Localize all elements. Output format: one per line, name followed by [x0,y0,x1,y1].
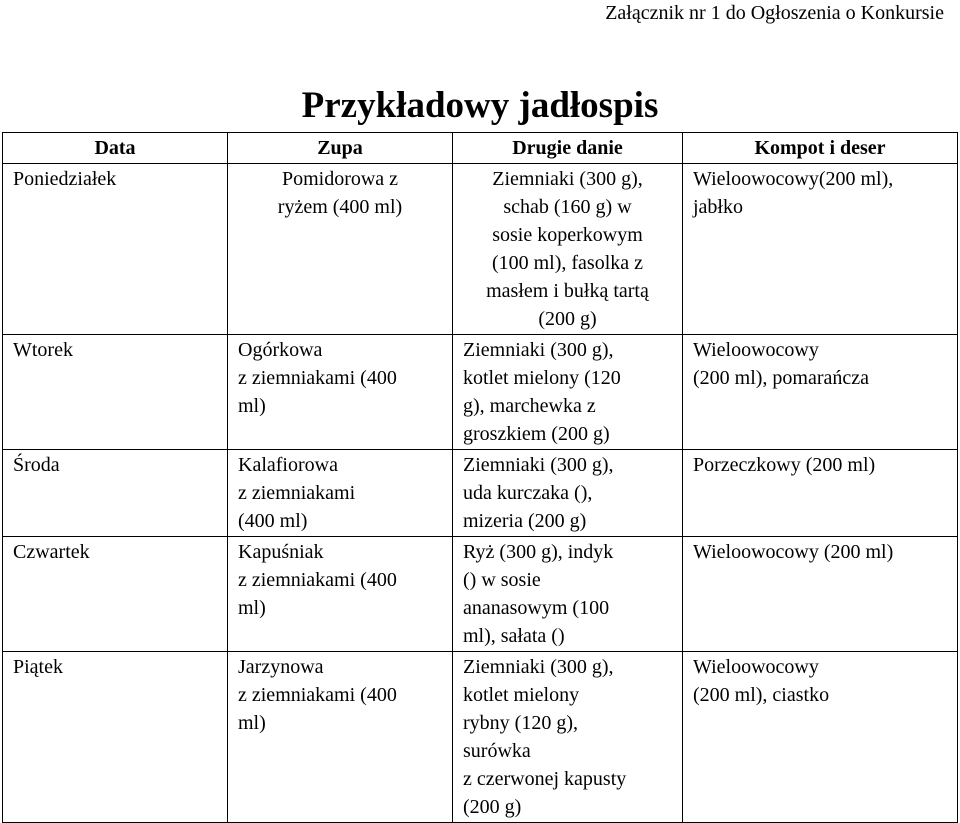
cell-line: Ziemniaki (300 g), [463,656,614,678]
cell-line: kotlet mielony [463,684,580,706]
attachment-note: Załącznik nr 1 do Ogłoszenia o Konkursie [605,2,944,24]
cell-line: uda kurczaka (), [463,482,593,504]
main-course-cell [453,537,683,652]
column-header-date: Data [3,133,228,164]
cell-line: (200 g) [538,308,597,330]
day-cell: Piątek [3,652,228,823]
cell-line: Ziemniaki (300 g), [463,339,614,361]
dessert-cell [683,164,958,335]
cell-line: surówka [463,740,531,762]
cell-line: (200 ml), pomarańcza [693,367,870,389]
cell-line: g), marchewka z [463,395,596,417]
dessert-cell [683,537,958,652]
cell-line: z ziemniakami (400 [238,569,397,591]
day-cell: Czwartek [3,537,228,652]
table-row [3,335,958,450]
main-course-cell [453,652,683,823]
cell-line: (100 ml), fasolka z [491,252,644,274]
cell-line: Porzeczkowy (200 ml) [693,454,876,476]
soup-cell [228,164,453,335]
page-title: Przykładowy jadłospis [301,85,659,126]
cell-line: Jarzynowa [238,656,324,678]
cell-line: Kalafiorowa [238,454,338,476]
cell-line: ryżem (400 ml) [277,196,403,218]
cell-line: Wieloowocowy [693,656,819,678]
main-course-cell [453,164,683,335]
cell-line: Pomidorowa z [281,168,399,190]
cell-line: Wieloowocowy [693,339,819,361]
cell-line: Ziemniaki (300 g), [463,454,614,476]
cell-line: masłem i bułką tartą [486,280,649,302]
cell-line: ml) [238,395,266,417]
cell-line: (200 g) [463,796,522,818]
cell-line: Wieloowocowy(200 ml), [693,168,894,190]
table-row [3,450,958,537]
table-row [3,537,958,652]
cell-line: mizeria (200 g) [463,510,587,532]
day-cell: Środa [3,450,228,537]
cell-line: (200 ml), ciastko [693,684,830,706]
cell-line: sosie koperkowym [492,224,643,246]
cell-line: Ryż (300 g), indyk [463,541,614,563]
cell-line: z ziemniakami [238,482,356,504]
cell-line: () w sosie [463,569,541,591]
day-cell: Wtorek [3,335,228,450]
cell-line: ml), sałata () [463,625,565,647]
soup-cell [228,335,453,450]
dessert-cell [683,335,958,450]
cell-line: ananasowym (100 [463,597,610,619]
soup-cell [228,652,453,823]
cell-line: rybny (120 g), [463,712,578,734]
cell-line: z czerwonej kapusty [463,768,627,790]
menu-table [2,132,958,823]
cell-line: schab (160 g) w [503,196,632,218]
cell-line: ml) [238,712,266,734]
cell-line: z ziemniakami (400 [238,367,397,389]
cell-line: z ziemniakami (400 [238,684,397,706]
soup-cell [228,537,453,652]
soup-cell [228,450,453,537]
cell-line: kotlet mielony (120 [463,367,621,389]
table-row [3,652,958,823]
cell-line: Ziemniaki (300 g), [492,168,643,190]
cell-line: Kapuśniak [238,541,324,563]
dessert-cell [683,652,958,823]
main-course-cell [453,450,683,537]
cell-line: ml) [238,597,266,619]
cell-line: (400 ml) [238,510,308,532]
cell-line: Wieloowocowy (200 ml) [693,541,894,563]
dessert-cell [683,450,958,537]
cell-line: jabłko [693,196,743,218]
cell-line: Ogórkowa [238,339,323,361]
column-header-compote-dessert: Kompot i deser [683,133,958,164]
day-cell: Poniedziałek [3,164,228,335]
column-header-soup: Zupa [228,133,453,164]
table-row [3,164,958,335]
table-header-row [3,133,958,164]
cell-line: groszkiem (200 g) [463,423,610,445]
main-course-cell [453,335,683,450]
column-header-main-course: Drugie danie [453,133,683,164]
